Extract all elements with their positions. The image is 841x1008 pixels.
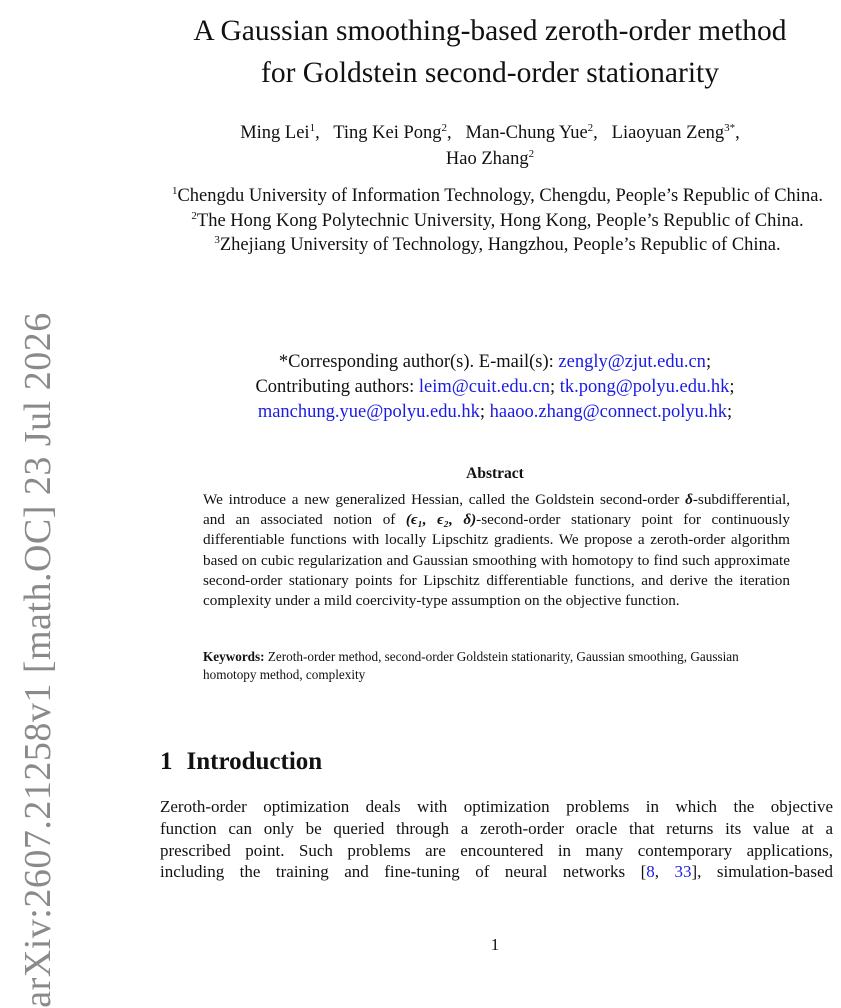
- author-affiliation-mark: 2: [587, 121, 594, 134]
- keywords-label: Keywords:: [203, 649, 265, 664]
- punctuation: ;: [479, 402, 490, 422]
- abstract-text: [203, 490, 790, 611]
- text-line: Zeroth-order optimization deals with optimization problems in which the objective: [160, 797, 833, 816]
- punctuation: ;: [705, 352, 712, 372]
- email-link[interactable]: leim@cuit.edu.cn: [418, 377, 550, 397]
- section-heading: [160, 748, 322, 776]
- author-affiliation-mark: 3*: [724, 121, 736, 134]
- page-number: 1: [490, 935, 500, 954]
- contributing-authors-line-2: [150, 400, 840, 425]
- affiliation-text: The Hong Kong Polytechnic University, Hong Kong, People’s Republic of China.: [196, 210, 804, 231]
- line-text: including the training and fine-tuning of neural networks [: [160, 862, 647, 882]
- punctuation: ,: [654, 862, 675, 882]
- delta-symbol: δ: [685, 491, 693, 508]
- author-affiliation-mark: 2: [528, 147, 535, 160]
- paper-title: [140, 10, 840, 94]
- arxiv-identifier: arXiv:2607.21258v1 [math.OC] 23 Jul 2026: [17, 312, 59, 1008]
- affiliation-text: Chengdu University of Information Technology, Chengdu, People’s Republic of China.: [177, 186, 824, 206]
- introduction-paragraph: [160, 796, 833, 883]
- section-number: 1: [160, 748, 173, 775]
- affiliation-text: Zhejiang University of Technology, Hangzhou, People’s Republic of China.: [219, 235, 781, 255]
- affiliation-mark: 1: [171, 184, 178, 197]
- affiliation-mark: 3: [214, 233, 220, 246]
- author-affiliation-mark: 2: [441, 121, 448, 134]
- citation-link[interactable]: 8: [646, 862, 655, 882]
- text-line: prescribed point. Such problems are encountered in many contemporary applications,: [160, 840, 833, 860]
- contact-block: [150, 350, 840, 425]
- affiliation-item: [165, 184, 830, 209]
- author-list: [140, 120, 840, 172]
- author-name: Ming Lei: [240, 123, 310, 143]
- keywords-text: Zeroth-order method, second-order Goldstein stationarity, Gaussian smoothing, Gaussian homotopy method, complexity: [203, 649, 739, 682]
- stationarity-tuple: (ϵ₁, ϵ₂, δ): [405, 511, 477, 529]
- contributing-authors-line: [150, 375, 840, 400]
- text-line: function can only be queried through a zeroth-order oracle that returns its value at a: [160, 818, 833, 838]
- abstract-part: -subdifferential, and an associated notion of: [203, 491, 790, 529]
- line-text: ], simulation-based: [691, 862, 834, 882]
- author-name: Hao Zhang: [445, 149, 529, 169]
- punctuation: ;: [729, 377, 735, 397]
- affiliation-list: [165, 184, 830, 258]
- email-link[interactable]: tk.pong@polyu.edu.hk: [559, 377, 730, 397]
- email-link[interactable]: manchung.yue@polyu.edu.hk: [257, 402, 480, 422]
- author-affiliation-mark: 1: [309, 121, 316, 134]
- affiliation-mark: 2: [191, 209, 197, 222]
- title-line-1: A Gaussian smoothing-based zeroth-order method: [193, 15, 787, 47]
- keywords: [203, 648, 790, 684]
- corresponding-author-line: [150, 350, 840, 375]
- punctuation: ;: [727, 402, 733, 422]
- text-line: [160, 861, 833, 883]
- corresponding-email-link[interactable]: zengly@zjut.edu.cn: [558, 352, 706, 372]
- author-line-1: Ming Lei$^1$, Ting Kei Pong$^2$, Man-Chung Yue$^2$, Liaoyuan Zeng$^{3*}$,: [240, 121, 740, 143]
- abstract-part: -second-order stationary point for continuously differentiable functions with locally Lipschitz gradients. We propose a zeroth-order algorithm based on cubic regularization and Gaussian smoothing with homotopy to find such approximate second-order stationary points for Lipschitz differentiable functions, and derive the iteration complexity under a mild coercivity-type assumption on the objective function.: [203, 511, 790, 610]
- abstract-heading: Abstract: [466, 465, 524, 482]
- author-name: Man-Chung Yue: [465, 123, 588, 143]
- contributing-label: Contributing authors:: [255, 377, 419, 397]
- citation-link[interactable]: 33: [674, 862, 692, 882]
- corresponding-label: *Corresponding author(s). E-mail(s):: [278, 352, 559, 372]
- affiliation-item: [165, 209, 830, 234]
- author-name: Liaoyuan Zeng: [611, 123, 725, 143]
- author-name: Ting Kei Pong: [333, 123, 442, 143]
- email-link[interactable]: haaoo.zhang@connect.polyu.hk: [489, 402, 728, 422]
- punctuation: ;: [549, 377, 560, 397]
- arxiv-side-stamp: [0, 0, 80, 1008]
- affiliation-item: [165, 233, 830, 258]
- title-line-2: for Goldstein second-order stationarity: [261, 57, 719, 89]
- author-line-2: [140, 146, 840, 172]
- section-title: Introduction: [186, 748, 323, 775]
- abstract-part: We introduce a new generalized Hessian, called the Goldstein second-order: [203, 491, 686, 508]
